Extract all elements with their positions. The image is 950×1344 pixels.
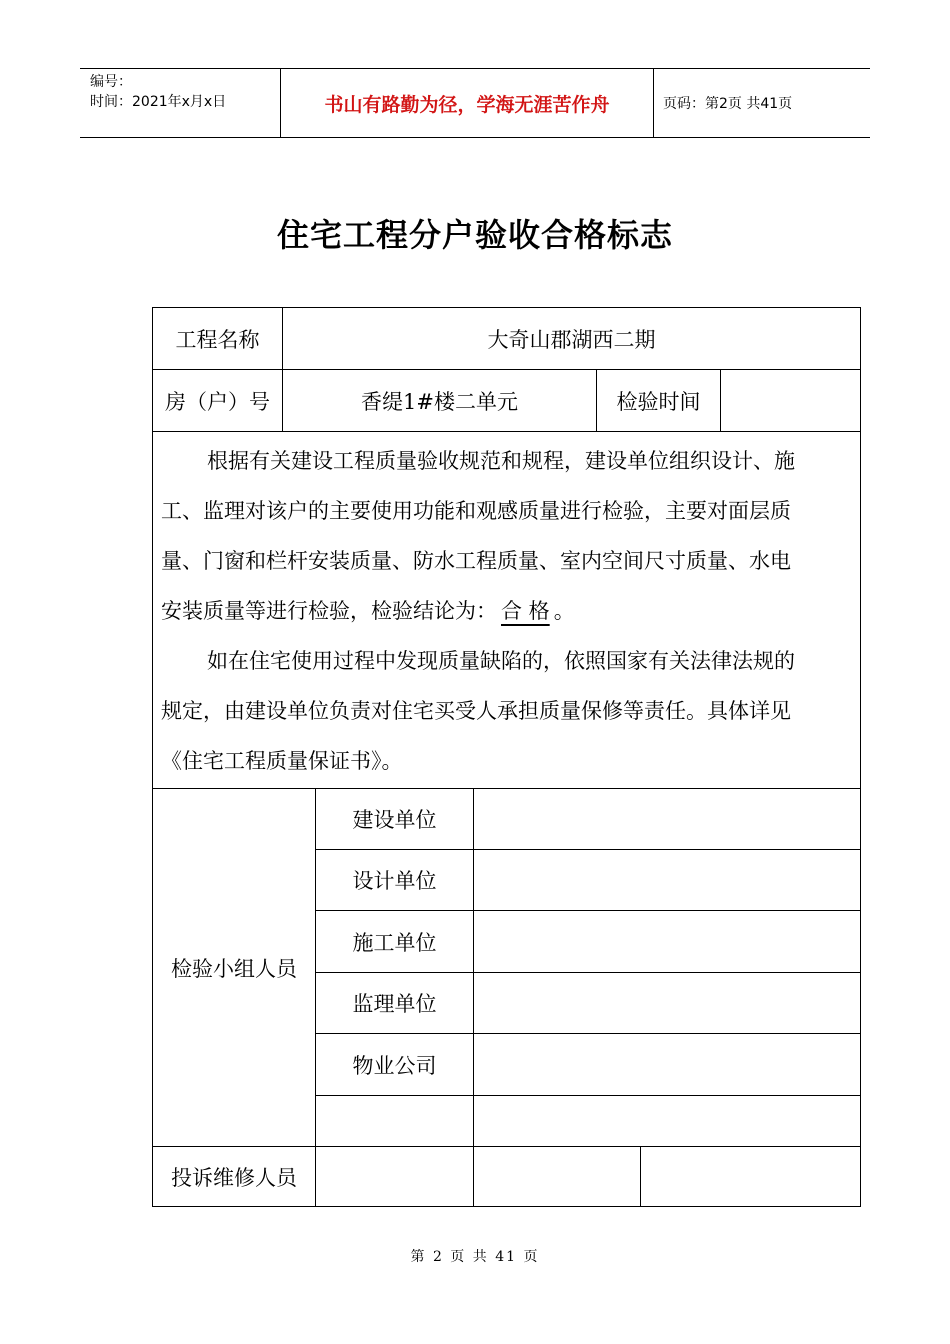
conclusion-value: 合 格 [501,599,550,623]
inspection-group-label: 检验小组人员 [152,788,316,1147]
page-footer: 第 2 页 共 41 页 [410,1249,540,1265]
inspection-time-value [720,369,861,432]
complaint-value-3 [640,1146,861,1207]
unit-builder-value [473,910,861,973]
house-no-label: 房（户）号 [152,369,283,432]
header-motto: 书山有路勤为径，学海无涯苦作舟 [280,69,654,137]
complaint-value-2 [473,1146,641,1207]
conclusion-prefix: 安装质量等进行检验，检验结论为： [161,599,497,623]
project-name-value: 大奇山郡湖西二期 [282,307,861,370]
unit-construction-value [473,788,861,850]
acceptance-table [152,307,861,1207]
statement-line-2: 工、监理对该户的主要使用功能和观感质量进行检验，主要对面层质 [161,499,791,523]
statement-cell [152,431,861,789]
inspection-time-label: 检验时间 [596,369,721,432]
warranty-line-2: 规定，由建设单位负责对住宅买受人承担质量保修等责任。具体详见 [161,699,791,723]
header-page-code: 页码：第2页 共41页 [663,96,793,112]
document-number: 编号： [90,74,132,90]
complaint-value-1 [315,1146,474,1207]
unit-extra-value [473,1095,861,1147]
unit-extra-label [315,1095,474,1147]
statement-line-3: 量、门窗和栏杆安装质量、防水工程质量、室内空间尺寸质量、水电 [161,549,791,573]
project-name-label: 工程名称 [152,307,283,370]
statement-line-4 [161,586,795,636]
house-no-value: 香缇1#楼二单元 [282,369,597,432]
header-meta [80,69,280,137]
unit-property-value [473,1033,861,1096]
unit-supervision-label: 监理单位 [315,972,474,1034]
page-header [80,68,870,138]
unit-design-value [473,849,861,911]
unit-property-label: 物业公司 [315,1033,474,1096]
document-time: 时间：2021年x月x日 [90,94,227,110]
warranty-line-1: 如在住宅使用过程中发现质量缺陷的，依照国家有关法律法规的 [207,649,795,673]
conclusion-suffix: 。 [553,599,575,623]
statement-paragraph [161,436,795,786]
page-title: 住宅工程分户验收合格标志 [276,216,673,254]
unit-builder-label: 施工单位 [315,910,474,973]
unit-construction-label: 建设单位 [315,788,474,850]
warranty-line-3: 《住宅工程质量保证书》。 [161,749,403,773]
unit-design-label: 设计单位 [315,849,474,911]
complaint-label: 投诉维修人员 [152,1146,316,1207]
unit-supervision-value [473,972,861,1034]
statement-line-1: 根据有关建设工程质量验收规范和规程，建设单位组织设计、施 [207,449,795,473]
